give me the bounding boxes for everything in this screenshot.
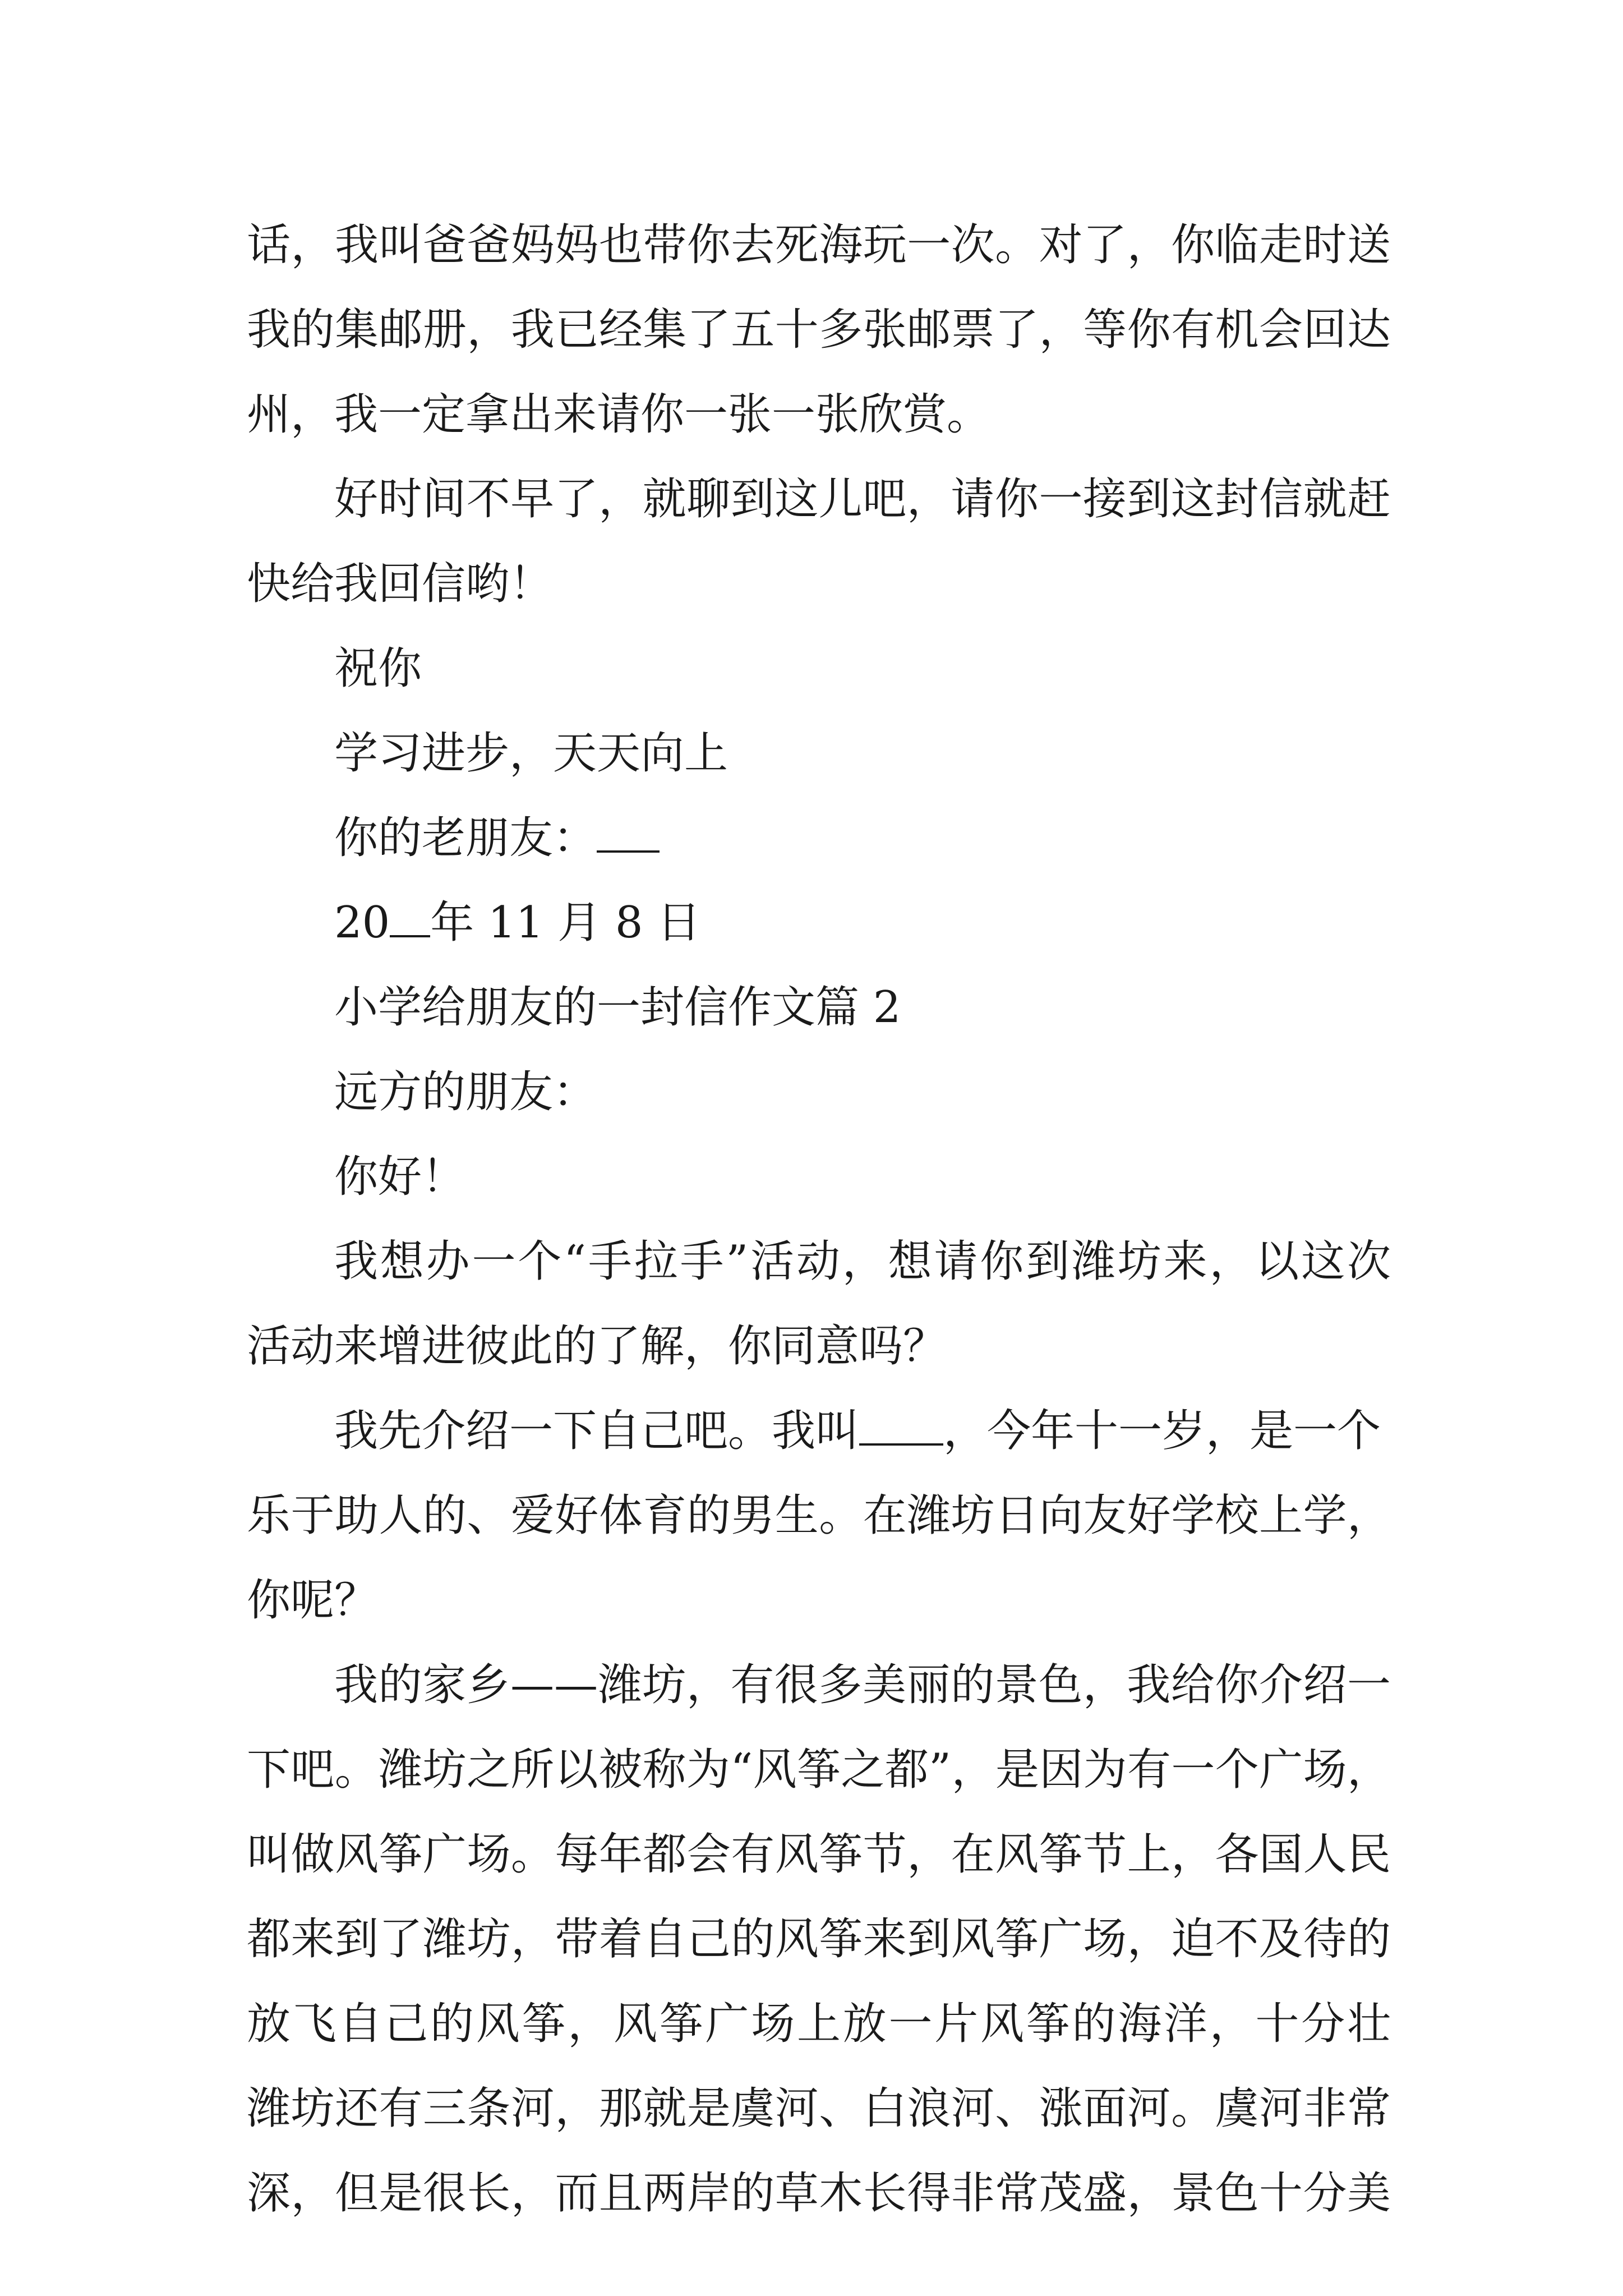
text-line: 叫做风筝广场。每年都会有风筝节，在风筝节上，各国人民 (247, 1829, 1391, 1880)
text-line (247, 1389, 1391, 1474)
text-line: 好时间不早了，就聊到这儿吧，请你一接到这封信就赶 (334, 474, 1391, 524)
date-line (247, 881, 1391, 965)
text-line: 学习进步，天天向上 (334, 728, 728, 779)
text-line: 深，但是很长，而且两岸的草木长得非常茂盛，景色十分美 (247, 2168, 1391, 2219)
text-line: 祝你 (334, 643, 422, 694)
intro-suffix: ，今年十一岁，是一个 (943, 1406, 1381, 1456)
text-line: 都来到了潍坊，带着自己的风筝来到风筝广场，迫不及待的 (247, 1914, 1391, 1964)
text-line: 乐于助人的、爱好体育的男生。在潍坊日向友好学校上学， (247, 1490, 1391, 1541)
text-line: 快给我回信哟！ (247, 559, 554, 609)
text-line: 放飞自己的风筝，风筝广场上放一片风筝的海洋，十分壮 (247, 1999, 1391, 2049)
year-blank (390, 896, 430, 937)
text-line: 下吧。潍坊之所以被称为“风筝之都”，是因为有一个广场， (247, 1745, 1391, 1795)
text-line: 话，我叫爸爸妈妈也带你去死海玩一次。对了，你临走时送 (247, 220, 1391, 270)
signature-label: 你的老朋友： (334, 813, 597, 863)
name-blank (597, 811, 660, 853)
date-rest: 年 11 月 8 日 (430, 898, 701, 948)
name-blank (859, 1404, 943, 1446)
section-title: 小学给朋友的一封信作文篇 2 (334, 982, 901, 1033)
date-year-prefix: 20 (334, 898, 390, 948)
text-line: 我想办一个“手拉手”活动，想请你到潍坊来，以这次 (334, 1236, 1391, 1287)
salutation: 远方的朋友： (334, 1067, 597, 1117)
letter-body (247, 203, 1391, 2236)
text-line: 我的集邮册，我已经集了五十多张邮票了，等你有机会回达 (247, 305, 1391, 355)
greeting: 你好！ (334, 1152, 466, 1202)
text-line: 潍坊还有三条河，那就是虞河、白浪河、涨面河。虞河非常 (247, 2083, 1391, 2134)
signature-line (247, 796, 1391, 881)
text-line: 活动来增进彼此的了解，你同意吗？ (247, 1321, 947, 1372)
text-line: 州，我一定拿出来请你一张一张欣赏。 (247, 389, 991, 440)
text-line: 你呢？ (247, 1575, 379, 1626)
intro-prefix: 我先介绍一下自己吧。我叫 (334, 1406, 860, 1456)
text-line: 我的家乡——潍坊，有很多美丽的景色，我给你介绍一 (334, 1660, 1391, 1710)
